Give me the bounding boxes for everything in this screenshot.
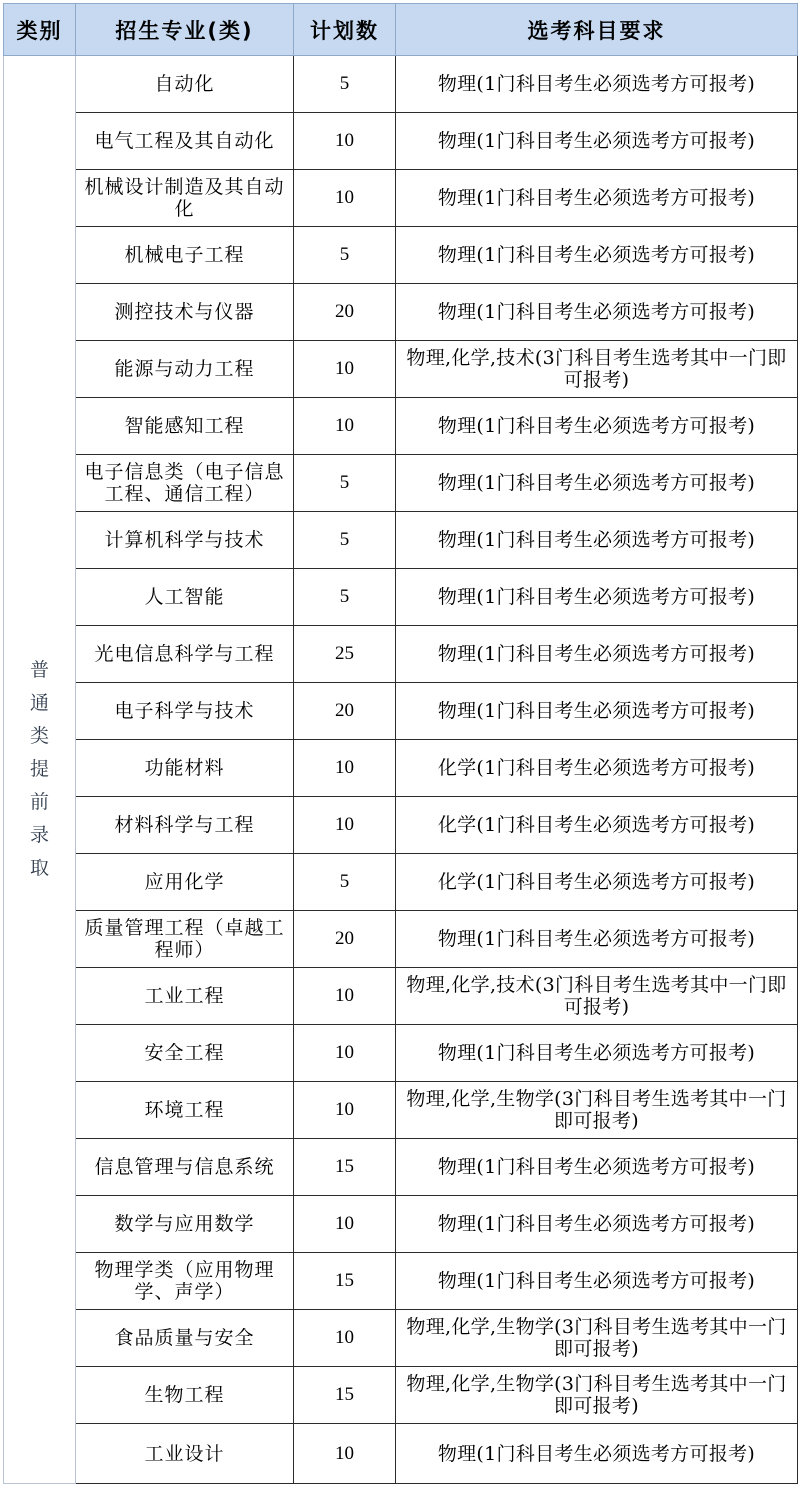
plan-count-cell: 10 [294, 1196, 396, 1253]
requirement-cell: 物理(1门科目考生必须选考方可报考) [396, 56, 798, 113]
major-cell: 材料科学与工程 [76, 797, 294, 854]
header-plan: 计划数 [294, 4, 396, 56]
table-row [4, 1082, 798, 1139]
table-row [4, 911, 798, 968]
admission-plan-table [3, 3, 798, 1484]
major-cell: 计算机科学与技术 [76, 512, 294, 569]
requirement-cell: 物理(1门科目考生必须选考方可报考) [396, 911, 798, 968]
requirement-cell: 物理(1门科目考生必须选考方可报考) [396, 569, 798, 626]
header-major: 招生专业(类) [76, 4, 294, 56]
major-cell: 自动化 [76, 56, 294, 113]
plan-count-cell: 10 [294, 341, 396, 398]
header-row [4, 4, 798, 56]
major-cell: 测控技术与仪器 [76, 284, 294, 341]
requirement-cell: 物理,化学,生物学(3门科目考生选考其中一门即可报考) [396, 1082, 798, 1139]
requirement-cell: 物理(1门科目考生必须选考方可报考) [396, 1025, 798, 1082]
plan-count-cell: 5 [294, 569, 396, 626]
table-row [4, 1196, 798, 1253]
major-cell: 电子信息类（电子信息工程、通信工程） [76, 455, 294, 512]
major-cell: 工业工程 [76, 968, 294, 1025]
table-row [4, 341, 798, 398]
plan-count-cell: 5 [294, 56, 396, 113]
plan-count-cell: 10 [294, 968, 396, 1025]
major-cell: 电子科学与技术 [76, 683, 294, 740]
table-row [4, 854, 798, 911]
major-cell: 人工智能 [76, 569, 294, 626]
plan-count-cell: 5 [294, 854, 396, 911]
major-cell: 光电信息科学与工程 [76, 626, 294, 683]
table-row [4, 1424, 798, 1484]
requirement-cell: 化学(1门科目考生必须选考方可报考) [396, 740, 798, 797]
requirement-cell: 物理(1门科目考生必须选考方可报考) [396, 1424, 798, 1484]
requirement-cell: 物理(1门科目考生必须选考方可报考) [396, 1253, 798, 1310]
table-row [4, 569, 798, 626]
requirement-cell: 物理,化学,技术(3门科目考生选考其中一门即可报考) [396, 341, 798, 398]
plan-count-cell: 10 [294, 1082, 396, 1139]
category-char: 通 [29, 692, 49, 714]
plan-count-cell: 10 [294, 1025, 396, 1082]
plan-count-cell: 10 [294, 170, 396, 227]
plan-count-cell: 10 [294, 398, 396, 455]
major-cell: 食品质量与安全 [76, 1310, 294, 1367]
requirement-cell: 物理,化学,生物学(3门科目考生选考其中一门即可报考) [396, 1367, 798, 1424]
table-row [4, 1139, 798, 1196]
major-cell: 生物工程 [76, 1367, 294, 1424]
category-cell [4, 56, 76, 1484]
plan-count-cell: 15 [294, 1253, 396, 1310]
table-row [4, 113, 798, 170]
table-row [4, 683, 798, 740]
major-cell: 机械设计制造及其自动化 [76, 170, 294, 227]
major-cell: 质量管理工程（卓越工程师） [76, 911, 294, 968]
requirement-cell: 物理(1门科目考生必须选考方可报考) [396, 227, 798, 284]
header-category: 类别 [4, 4, 76, 56]
category-char: 取 [29, 857, 49, 879]
plan-count-cell: 20 [294, 683, 396, 740]
plan-count-cell: 5 [294, 512, 396, 569]
major-cell: 机械电子工程 [76, 227, 294, 284]
major-cell: 信息管理与信息系统 [76, 1139, 294, 1196]
table-row [4, 512, 798, 569]
table-row [4, 968, 798, 1025]
requirement-cell: 物理(1门科目考生必须选考方可报考) [396, 170, 798, 227]
plan-count-cell: 10 [294, 740, 396, 797]
requirement-cell: 物理(1门科目考生必须选考方可报考) [396, 455, 798, 512]
plan-count-cell: 10 [294, 113, 396, 170]
requirement-cell: 化学(1门科目考生必须选考方可报考) [396, 854, 798, 911]
requirement-cell: 物理(1门科目考生必须选考方可报考) [396, 683, 798, 740]
major-cell: 工业设计 [76, 1424, 294, 1484]
table-row [4, 1025, 798, 1082]
requirement-cell: 物理,化学,技术(3门科目考生选考其中一门即可报考) [396, 968, 798, 1025]
major-cell: 功能材料 [76, 740, 294, 797]
table-row [4, 398, 798, 455]
major-cell: 安全工程 [76, 1025, 294, 1082]
plan-count-cell: 5 [294, 455, 396, 512]
plan-count-cell: 20 [294, 284, 396, 341]
header-requirement: 选考科目要求 [396, 4, 798, 56]
major-cell: 电气工程及其自动化 [76, 113, 294, 170]
major-cell: 能源与动力工程 [76, 341, 294, 398]
category-char: 提 [29, 758, 49, 780]
table-row [4, 284, 798, 341]
table-row [4, 455, 798, 512]
plan-count-cell: 10 [294, 797, 396, 854]
plan-count-cell: 20 [294, 911, 396, 968]
plan-count-cell: 10 [294, 1424, 396, 1484]
major-cell: 应用化学 [76, 854, 294, 911]
requirement-cell: 物理(1门科目考生必须选考方可报考) [396, 398, 798, 455]
plan-count-cell: 15 [294, 1139, 396, 1196]
requirement-cell: 物理(1门科目考生必须选考方可报考) [396, 512, 798, 569]
category-char: 录 [29, 824, 49, 846]
plan-count-cell: 5 [294, 227, 396, 284]
table-row [4, 797, 798, 854]
table-row [4, 170, 798, 227]
category-char: 类 [29, 725, 49, 747]
major-cell: 环境工程 [76, 1082, 294, 1139]
requirement-cell: 物理(1门科目考生必须选考方可报考) [396, 626, 798, 683]
table-row [4, 1253, 798, 1310]
table-row [4, 740, 798, 797]
requirement-cell: 物理(1门科目考生必须选考方可报考) [396, 284, 798, 341]
major-cell: 智能感知工程 [76, 398, 294, 455]
requirement-cell: 物理(1门科目考生必须选考方可报考) [396, 1139, 798, 1196]
requirement-cell: 物理(1门科目考生必须选考方可报考) [396, 1196, 798, 1253]
table-row [4, 56, 798, 113]
table-row [4, 1367, 798, 1424]
plan-count-cell: 25 [294, 626, 396, 683]
major-cell: 数学与应用数学 [76, 1196, 294, 1253]
major-cell: 物理学类（应用物理学、声学） [76, 1253, 294, 1310]
category-char: 普 [29, 659, 49, 681]
table-row [4, 227, 798, 284]
requirement-cell: 化学(1门科目考生必须选考方可报考) [396, 797, 798, 854]
table-row [4, 626, 798, 683]
table-row [4, 1310, 798, 1367]
requirement-cell: 物理(1门科目考生必须选考方可报考) [396, 113, 798, 170]
plan-count-cell: 10 [294, 1310, 396, 1367]
requirement-cell: 物理,化学,生物学(3门科目考生选考其中一门即可报考) [396, 1310, 798, 1367]
plan-count-cell: 15 [294, 1367, 396, 1424]
category-char: 前 [29, 791, 49, 813]
